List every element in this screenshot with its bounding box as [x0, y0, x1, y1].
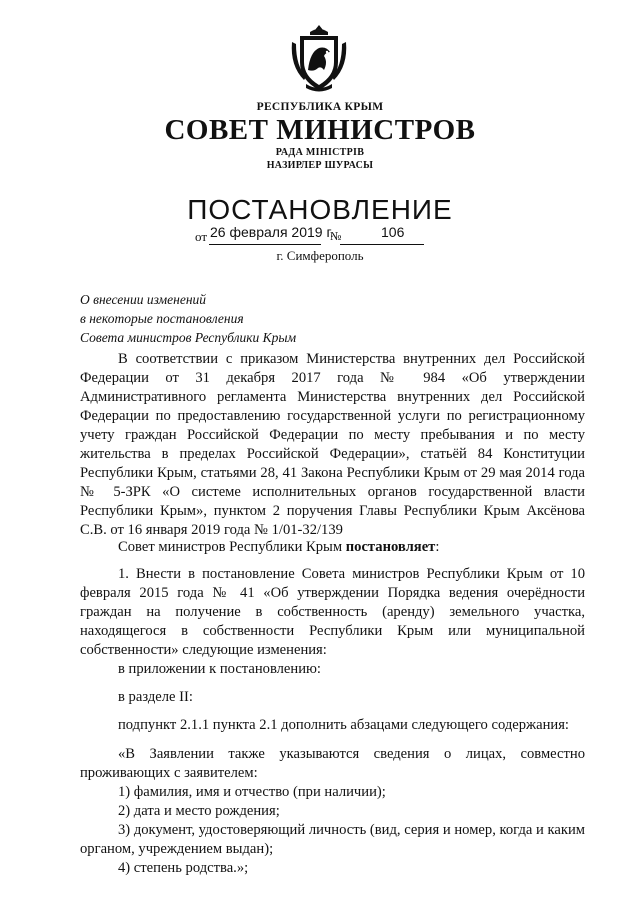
- subject-line: Совета министров Республики Крым: [80, 330, 297, 345]
- document-subject: [80, 290, 296, 347]
- subject-line: в некоторые постановления: [80, 311, 244, 326]
- quote-item: 1) фамилия, имя и отчество (при наличии);: [118, 784, 386, 800]
- subpoint-line: подпункт 2.1.1 пункта 2.1 дополнить абзацами следующего содержания:: [118, 717, 569, 733]
- resolves-text: Совет министров Республики Крым: [118, 539, 346, 555]
- document-number: 106: [381, 224, 405, 240]
- council-name-crimean-tatar: НАЗИРЛЕР ШУРАСЫ: [266, 160, 374, 171]
- resolves-paragraph: [118, 538, 439, 557]
- document-date: 26 февраля 2019 г.: [210, 224, 334, 240]
- city: г. Симферополь: [276, 248, 364, 263]
- quote-intro: «В Заявлении также указываются сведения о лицах, совместно проживающих с заявителем:: [80, 746, 585, 781]
- date-number-line: [195, 224, 425, 246]
- quote-item: 3) документ, удостоверяющий личность (вид, серия и номер, когда и каким органом, учреждением выдан);: [80, 822, 585, 857]
- appendix-line: в приложении к постановлению:: [118, 661, 321, 677]
- date-underline: [209, 244, 321, 245]
- resolves-keyword: постановляет: [345, 539, 436, 555]
- subject-line: О внесении изменений: [80, 292, 207, 307]
- section-line: в разделе II:: [118, 689, 193, 705]
- crimea-coat-of-arms-icon: [288, 22, 350, 94]
- item-1-paragraph: 1. Внести в постановление Совета министров Республики Крым от 10 февраля 2015 года № 41 «Об утверждении Порядка ведения очерёдности граждан на получение в собственность (аренду) земельного участка, находящегося в собственности Республики Крым или муниципальной собственности» следующие изменения:: [80, 566, 585, 658]
- preamble-paragraph: В соответствии с приказом Министерства внутренних дел Российской Федерации от 31 декабря 2017 года № 984 «Об утверждении Административного регламента Министерства внутренних дел Российской Федерации по предоставлению государственной услуги по регистрационному учету граждан Российской Федерации по месту пребывания и по месту жительства в пределах Российской Федерации», статьёй 84 Конституции Республики Крым, статьями 28, 41 Закона Республики Крым от 29 мая 2014 года № 5-ЗРК «О системе исполнительных органов государственной власти Республики Крым», пунктом 2 поручения Главы Республики Крым Аксёнова С.В. от 16 января 2019 года № 1/01-32/139: [80, 351, 585, 538]
- quote-item: 2) дата и место рождения;: [118, 803, 280, 819]
- date-prefix: от: [195, 229, 208, 244]
- number-underline: [340, 244, 424, 245]
- council-name: СОВЕТ МИНИСТРОВ: [164, 114, 476, 146]
- republic-name: РЕСПУБЛИКА КРЫМ: [256, 101, 384, 113]
- document-type: ПОСТАНОВЛЕНИЕ: [187, 194, 453, 225]
- council-name-ukrainian: РАДА МІНІСТРІВ: [275, 147, 365, 158]
- number-prefix: №: [330, 229, 342, 243]
- quote-item: 4) степень родства.»;: [118, 860, 249, 876]
- resolves-colon: :: [435, 539, 440, 555]
